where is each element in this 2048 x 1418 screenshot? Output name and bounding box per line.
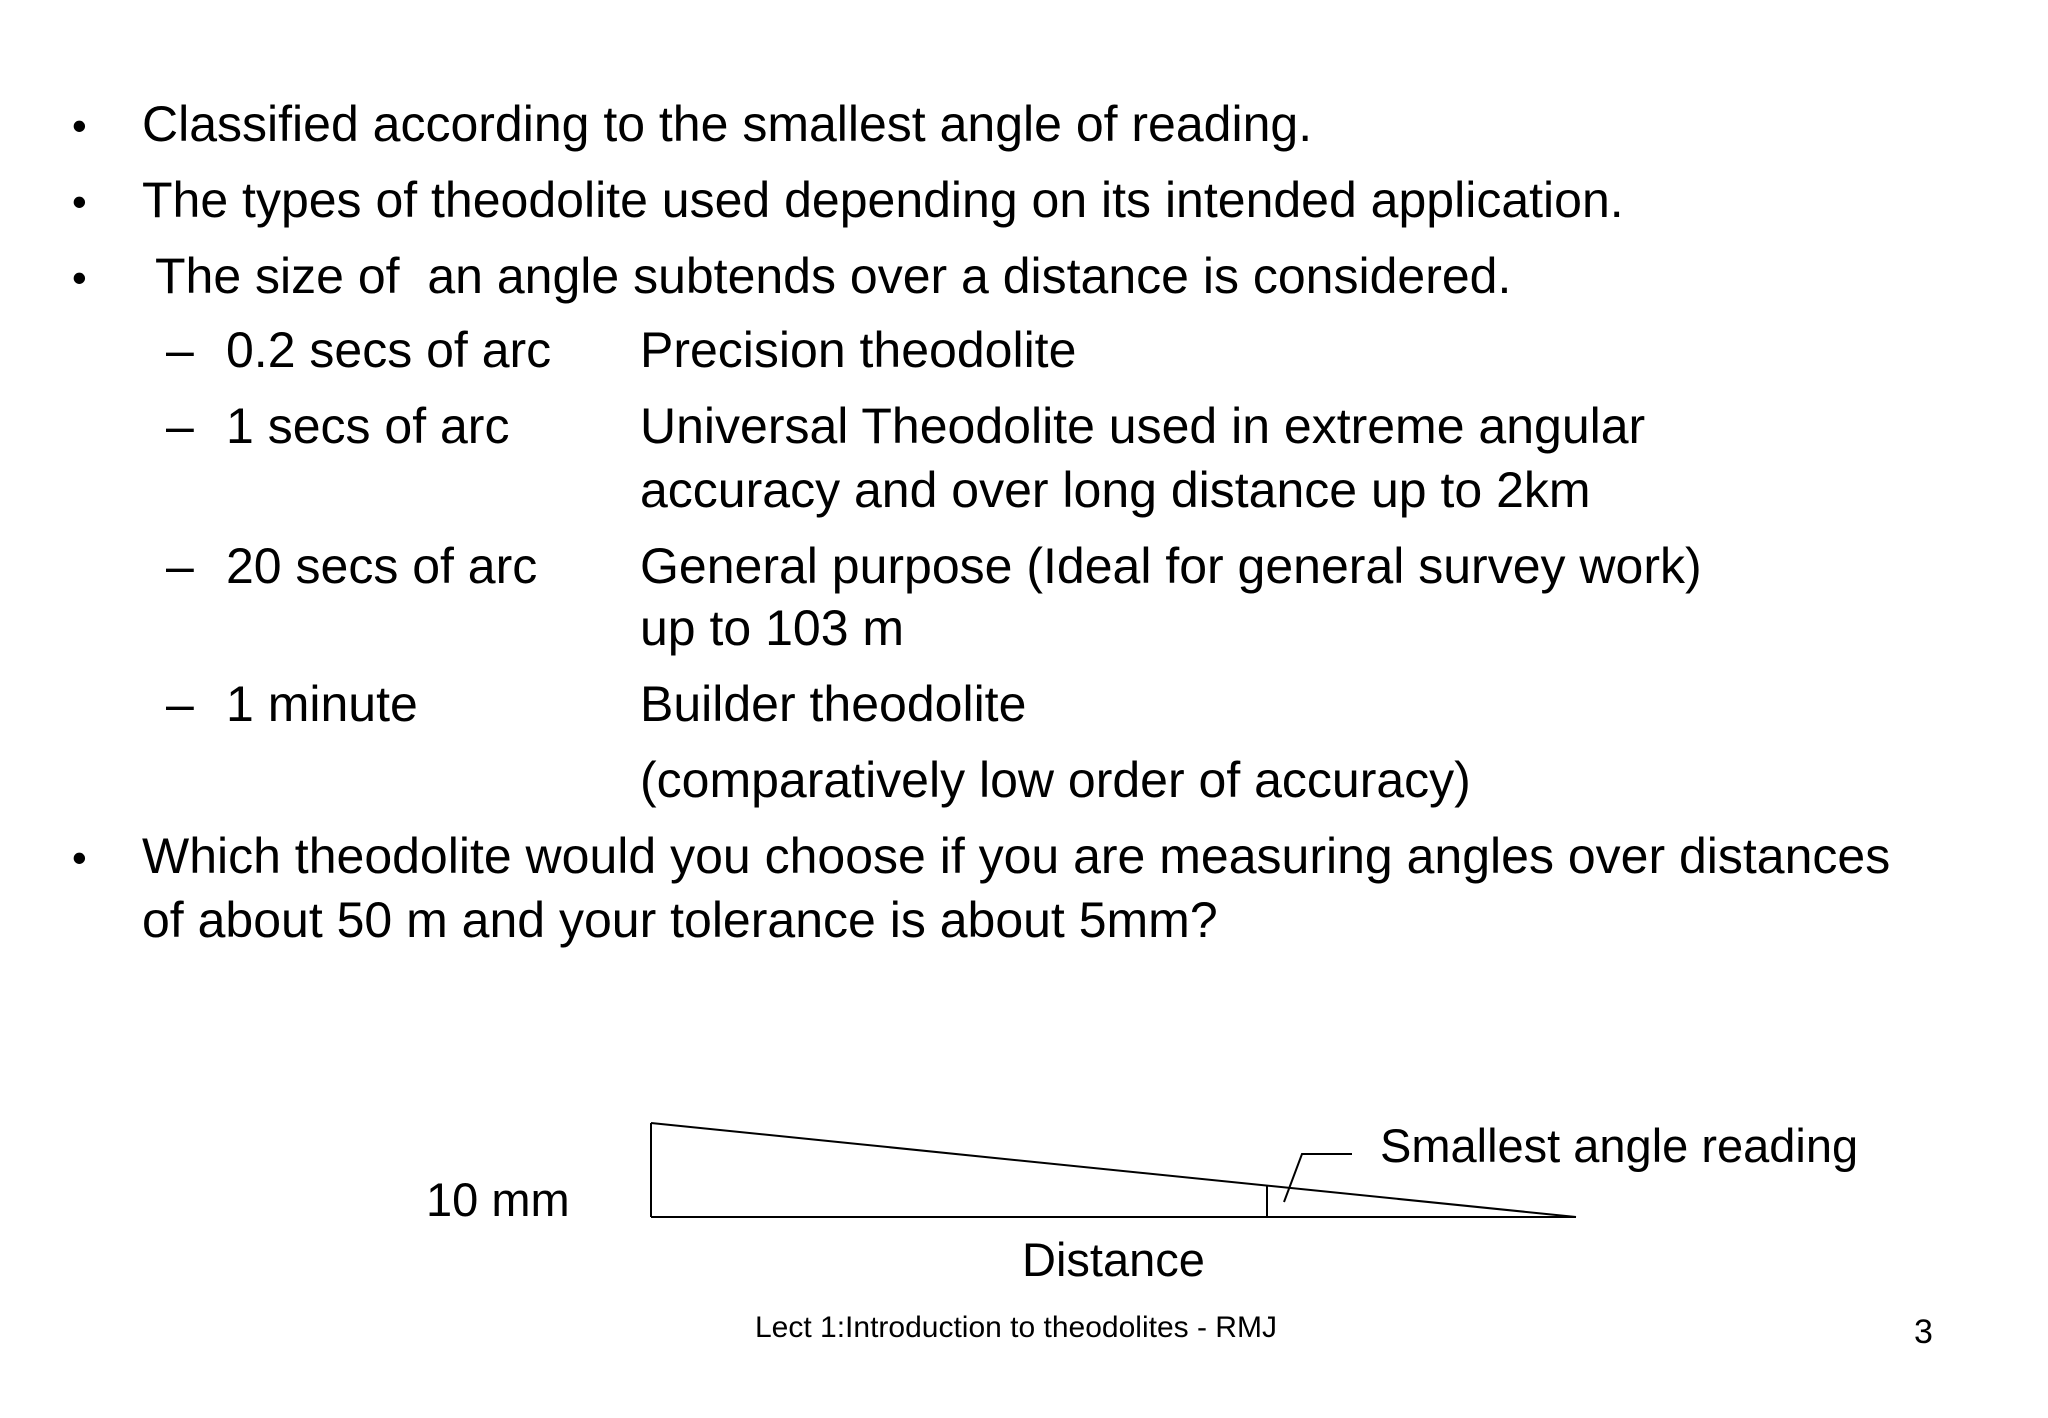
sub-item-desc: Precision theodolite	[640, 322, 1077, 378]
dash-marker: –	[166, 538, 194, 594]
sub-item-label: 0.2 secs of arc	[226, 322, 552, 378]
sub-item-label: 1 secs of arc	[226, 398, 510, 454]
sub-item-desc: accuracy and over long distance up to 2km	[640, 462, 1591, 518]
distance-label: Distance	[1022, 1233, 1205, 1286]
dash-marker: –	[166, 676, 194, 732]
page-number: 3	[1914, 1313, 1933, 1351]
bullet-marker: •	[72, 102, 87, 149]
bullet-text-3: The size of an angle subtends over a distance is considered.	[142, 248, 1512, 304]
dash-marker: –	[166, 398, 194, 454]
bullet-text-1: Classified according to the smallest angle of reading.	[142, 96, 1313, 152]
bullet-marker: •	[72, 834, 87, 881]
footer-caption: Lect 1:Introduction to theodolites - RMJ	[755, 1311, 1277, 1344]
bullet-marker: •	[72, 254, 87, 301]
sub-item-desc: Builder theodolite	[640, 676, 1027, 732]
height-label: 10 mm	[426, 1173, 570, 1226]
angle-label: Smallest angle reading	[1380, 1119, 1859, 1172]
sub-item-label: 1 minute	[226, 676, 418, 732]
sub-item-label: 20 secs of arc	[226, 538, 538, 594]
sub-item-desc: General purpose (Ideal for general survey work)	[640, 538, 1702, 594]
bullet-text-2: The types of theodolite used depending on its intended application.	[142, 172, 1624, 228]
sub-item-desc: Universal Theodolite used in extreme angular	[640, 398, 1646, 454]
sub-item-desc: up to 103 m	[640, 600, 905, 656]
bullet-text-4-line-1: Which theodolite would you choose if you are measuring angles over distances	[142, 828, 1891, 884]
dash-marker: –	[166, 322, 194, 378]
bullet-text-4-line-2: of about 50 m and your tolerance is about 5mm?	[142, 892, 1218, 948]
sub-item-desc: (comparatively low order of accuracy)	[640, 752, 1471, 808]
leader-line	[1284, 1154, 1352, 1202]
bullet-marker: •	[72, 178, 87, 225]
